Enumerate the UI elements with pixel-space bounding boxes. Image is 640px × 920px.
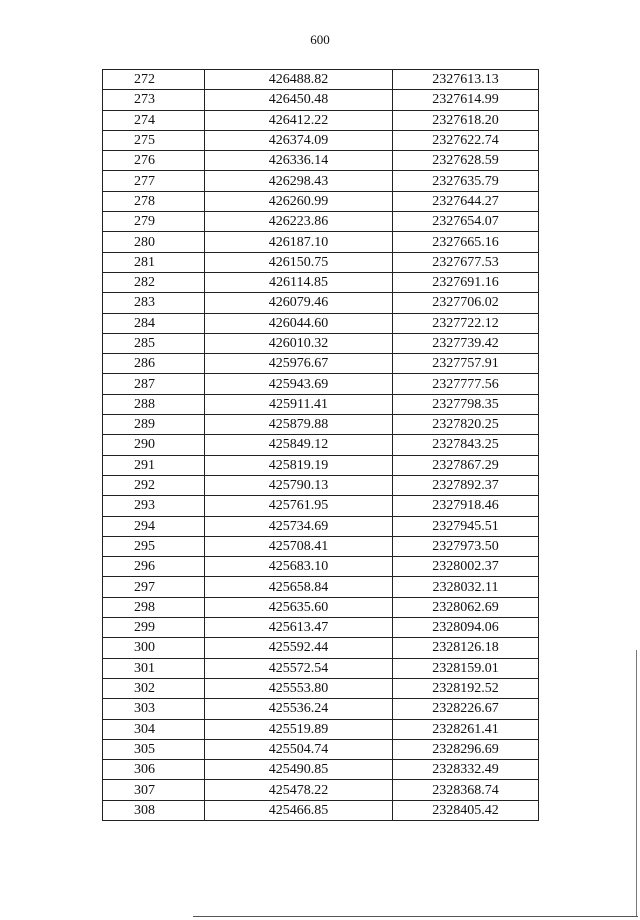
x-coordinate: 426374.09: [205, 130, 393, 150]
x-coordinate: 425536.24: [205, 699, 393, 719]
table-row: [103, 313, 539, 333]
table-row: [103, 272, 539, 292]
y-coordinate: 2327843.25: [393, 435, 539, 455]
x-coordinate: 425819.19: [205, 455, 393, 475]
table-row: [103, 516, 539, 536]
x-coordinate: 425466.85: [205, 800, 393, 820]
y-coordinate: 2327644.27: [393, 191, 539, 211]
table-row: [103, 557, 539, 577]
point-number: 294: [103, 516, 205, 536]
x-coordinate: 426260.99: [205, 191, 393, 211]
x-coordinate: 425761.95: [205, 496, 393, 516]
x-coordinate: 425683.10: [205, 557, 393, 577]
y-coordinate: 2327622.74: [393, 130, 539, 150]
y-coordinate: 2328368.74: [393, 780, 539, 800]
y-coordinate: 2327739.42: [393, 333, 539, 353]
table-row: [103, 374, 539, 394]
x-coordinate: 426488.82: [205, 70, 393, 90]
x-coordinate: 425943.69: [205, 374, 393, 394]
y-coordinate: 2328062.69: [393, 597, 539, 617]
table-row: [103, 739, 539, 759]
page-number: 600: [310, 32, 330, 47]
x-coordinate: 425976.67: [205, 354, 393, 374]
y-coordinate: 2328126.18: [393, 638, 539, 658]
y-coordinate: 2327757.91: [393, 354, 539, 374]
table-row: [103, 800, 539, 820]
table-row: [103, 618, 539, 638]
x-coordinate: 425572.54: [205, 658, 393, 678]
table-row: [103, 475, 539, 495]
point-number: 302: [103, 678, 205, 698]
x-coordinate: 426412.22: [205, 110, 393, 130]
x-coordinate: 425790.13: [205, 475, 393, 495]
table-row: [103, 435, 539, 455]
point-number: 282: [103, 272, 205, 292]
table-row: [103, 90, 539, 110]
y-coordinate: 2327635.79: [393, 171, 539, 191]
x-coordinate: 426298.43: [205, 171, 393, 191]
y-coordinate: 2328094.06: [393, 618, 539, 638]
y-coordinate: 2327945.51: [393, 516, 539, 536]
x-coordinate: 425504.74: [205, 739, 393, 759]
x-coordinate: 425734.69: [205, 516, 393, 536]
y-coordinate: 2327820.25: [393, 415, 539, 435]
table-row: [103, 719, 539, 739]
point-number: 272: [103, 70, 205, 90]
y-coordinate: 2327665.16: [393, 232, 539, 252]
x-coordinate: 426010.32: [205, 333, 393, 353]
point-number: 273: [103, 90, 205, 110]
table-row: [103, 293, 539, 313]
point-number: 293: [103, 496, 205, 516]
x-coordinate: 426150.75: [205, 252, 393, 272]
x-coordinate: 425553.80: [205, 678, 393, 698]
x-coordinate: 425879.88: [205, 415, 393, 435]
y-coordinate: 2327691.16: [393, 272, 539, 292]
x-coordinate: 425849.12: [205, 435, 393, 455]
x-coordinate: 426187.10: [205, 232, 393, 252]
table-row: [103, 577, 539, 597]
point-number: 303: [103, 699, 205, 719]
scan-edge-bottom: [193, 916, 638, 917]
point-number: 299: [103, 618, 205, 638]
y-coordinate: 2328226.67: [393, 699, 539, 719]
point-number: 289: [103, 415, 205, 435]
table-row: [103, 110, 539, 130]
point-number: 283: [103, 293, 205, 313]
x-coordinate: 426079.46: [205, 293, 393, 313]
point-number: 296: [103, 557, 205, 577]
point-number: 291: [103, 455, 205, 475]
point-number: 279: [103, 212, 205, 232]
table-row: [103, 151, 539, 171]
point-number: 298: [103, 597, 205, 617]
point-number: 304: [103, 719, 205, 739]
x-coordinate: 425708.41: [205, 536, 393, 556]
x-coordinate: 426223.86: [205, 212, 393, 232]
table-row: [103, 780, 539, 800]
y-coordinate: 2328261.41: [393, 719, 539, 739]
point-number: 285: [103, 333, 205, 353]
x-coordinate: 426450.48: [205, 90, 393, 110]
table-row: [103, 394, 539, 414]
y-coordinate: 2327973.50: [393, 536, 539, 556]
y-coordinate: 2327798.35: [393, 394, 539, 414]
x-coordinate: 425478.22: [205, 780, 393, 800]
point-number: 288: [103, 394, 205, 414]
coordinate-table-body: [103, 70, 539, 821]
point-number: 275: [103, 130, 205, 150]
point-number: 274: [103, 110, 205, 130]
point-number: 308: [103, 800, 205, 820]
table-row: [103, 232, 539, 252]
point-number: 307: [103, 780, 205, 800]
table-row: [103, 536, 539, 556]
x-coordinate: 425592.44: [205, 638, 393, 658]
x-coordinate: 425613.47: [205, 618, 393, 638]
y-coordinate: 2327892.37: [393, 475, 539, 495]
point-number: 287: [103, 374, 205, 394]
table-row: [103, 760, 539, 780]
x-coordinate: 425911.41: [205, 394, 393, 414]
coordinate-table: [102, 69, 539, 821]
y-coordinate: 2327677.53: [393, 252, 539, 272]
point-number: 290: [103, 435, 205, 455]
y-coordinate: 2327918.46: [393, 496, 539, 516]
table-row: [103, 415, 539, 435]
x-coordinate: 425519.89: [205, 719, 393, 739]
point-number: 297: [103, 577, 205, 597]
y-coordinate: 2327867.29: [393, 455, 539, 475]
y-coordinate: 2327722.12: [393, 313, 539, 333]
table-row: [103, 658, 539, 678]
x-coordinate: 426114.85: [205, 272, 393, 292]
y-coordinate: 2328296.69: [393, 739, 539, 759]
point-number: 276: [103, 151, 205, 171]
point-number: 280: [103, 232, 205, 252]
table-row: [103, 455, 539, 475]
y-coordinate: 2328032.11: [393, 577, 539, 597]
x-coordinate: 425490.85: [205, 760, 393, 780]
point-number: 286: [103, 354, 205, 374]
y-coordinate: 2328405.42: [393, 800, 539, 820]
y-coordinate: 2328192.52: [393, 678, 539, 698]
point-number: 284: [103, 313, 205, 333]
y-coordinate: 2328159.01: [393, 658, 539, 678]
table-row: [103, 70, 539, 90]
y-coordinate: 2328002.37: [393, 557, 539, 577]
point-number: 301: [103, 658, 205, 678]
table-row: [103, 171, 539, 191]
point-number: 292: [103, 475, 205, 495]
point-number: 278: [103, 191, 205, 211]
table-row: [103, 597, 539, 617]
table-row: [103, 354, 539, 374]
table-row: [103, 678, 539, 698]
y-coordinate: 2327654.07: [393, 212, 539, 232]
table-row: [103, 496, 539, 516]
y-coordinate: 2327777.56: [393, 374, 539, 394]
y-coordinate: 2327706.02: [393, 293, 539, 313]
table-row: [103, 212, 539, 232]
y-coordinate: 2327618.20: [393, 110, 539, 130]
y-coordinate: 2327613.13: [393, 70, 539, 90]
y-coordinate: 2327628.59: [393, 151, 539, 171]
table-row: [103, 638, 539, 658]
x-coordinate: 425635.60: [205, 597, 393, 617]
table-row: [103, 333, 539, 353]
y-coordinate: 2328332.49: [393, 760, 539, 780]
table-row: [103, 191, 539, 211]
x-coordinate: 426044.60: [205, 313, 393, 333]
point-number: 300: [103, 638, 205, 658]
y-coordinate: 2327614.99: [393, 90, 539, 110]
table-row: [103, 699, 539, 719]
table-row: [103, 130, 539, 150]
scan-edge-right: [636, 650, 637, 916]
x-coordinate: 426336.14: [205, 151, 393, 171]
point-number: 306: [103, 760, 205, 780]
table-row: [103, 252, 539, 272]
point-number: 281: [103, 252, 205, 272]
point-number: 277: [103, 171, 205, 191]
x-coordinate: 425658.84: [205, 577, 393, 597]
point-number: 295: [103, 536, 205, 556]
point-number: 305: [103, 739, 205, 759]
